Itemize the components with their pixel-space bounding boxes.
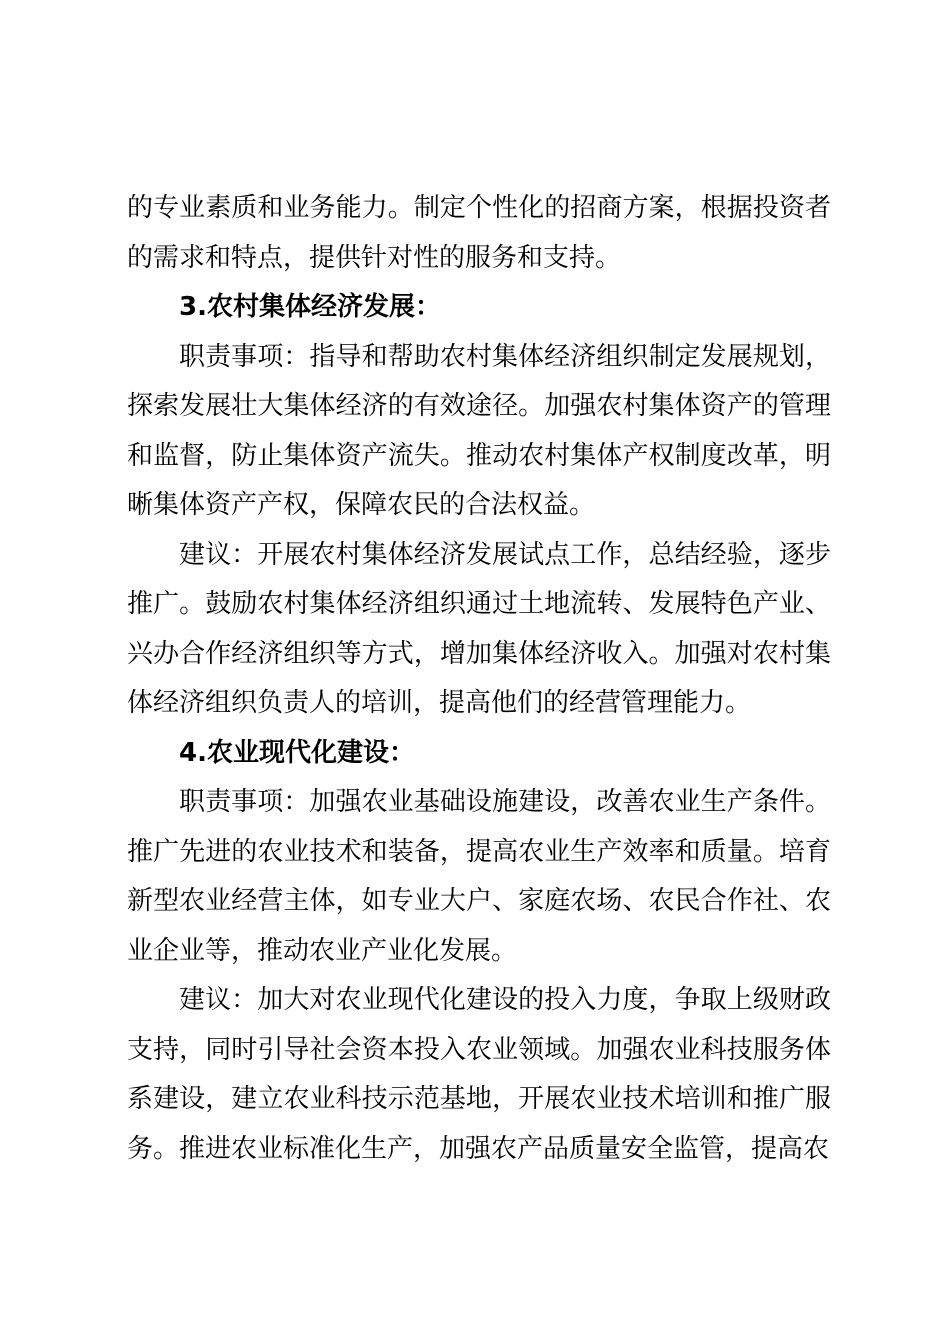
paragraph-suggestions-collective-economy: 建议：开展农村集体经济发展试点工作，总结经验，逐步推广。鼓励农村集体经济组织通过土地流转、发展特色产业、兴办合作经济组织等方式，增加集体经济收入。加强对农村集体经济组织负责人的培训，提高他们的经营管理能力。 — [127, 539, 831, 718]
paragraph-continuation: 的专业素质和业务能力。制定个性化的招商方案，根据投资者的需求和特点，提供针对性的服务和支持。 — [127, 193, 831, 273]
section-heading-rural-collective-economy: 3.农村集体经济发展： — [179, 292, 441, 322]
document-body — [127, 184, 831, 1174]
paragraph-suggestions-modernization: 建议：加大对农业现代化建设的投入力度，争取上级财政支持，同时引导社会资本投入农业领域。加强农业科技服务体系建设，建立农业科技示范基地，开展农业技术培训和推广服务。推进农业标准化生产，加强农产品质量安全监管，提高农 — [127, 985, 831, 1164]
paragraph-duties-collective-economy: 职责事项：指导和帮助农村集体经济组织制定发展规划，探索发展壮大集体经济的有效途径。加强农村集体资产的管理和监督，防止集体资产流失。推动农村集体产权制度改革，明晰集体资产产权，保障农民的合法权益。 — [127, 341, 831, 520]
paragraph-duties-modernization: 职责事项：加强农业基础设施建设，改善农业生产条件。推广先进的农业技术和装备，提高农业生产效率和质量。培育新型农业经营主体，如专业大户、家庭农场、农民合作社、农业企业等，推动农业产业化发展。 — [127, 787, 831, 966]
section-heading-agricultural-modernization: 4.农业现代化建设： — [179, 737, 415, 768]
